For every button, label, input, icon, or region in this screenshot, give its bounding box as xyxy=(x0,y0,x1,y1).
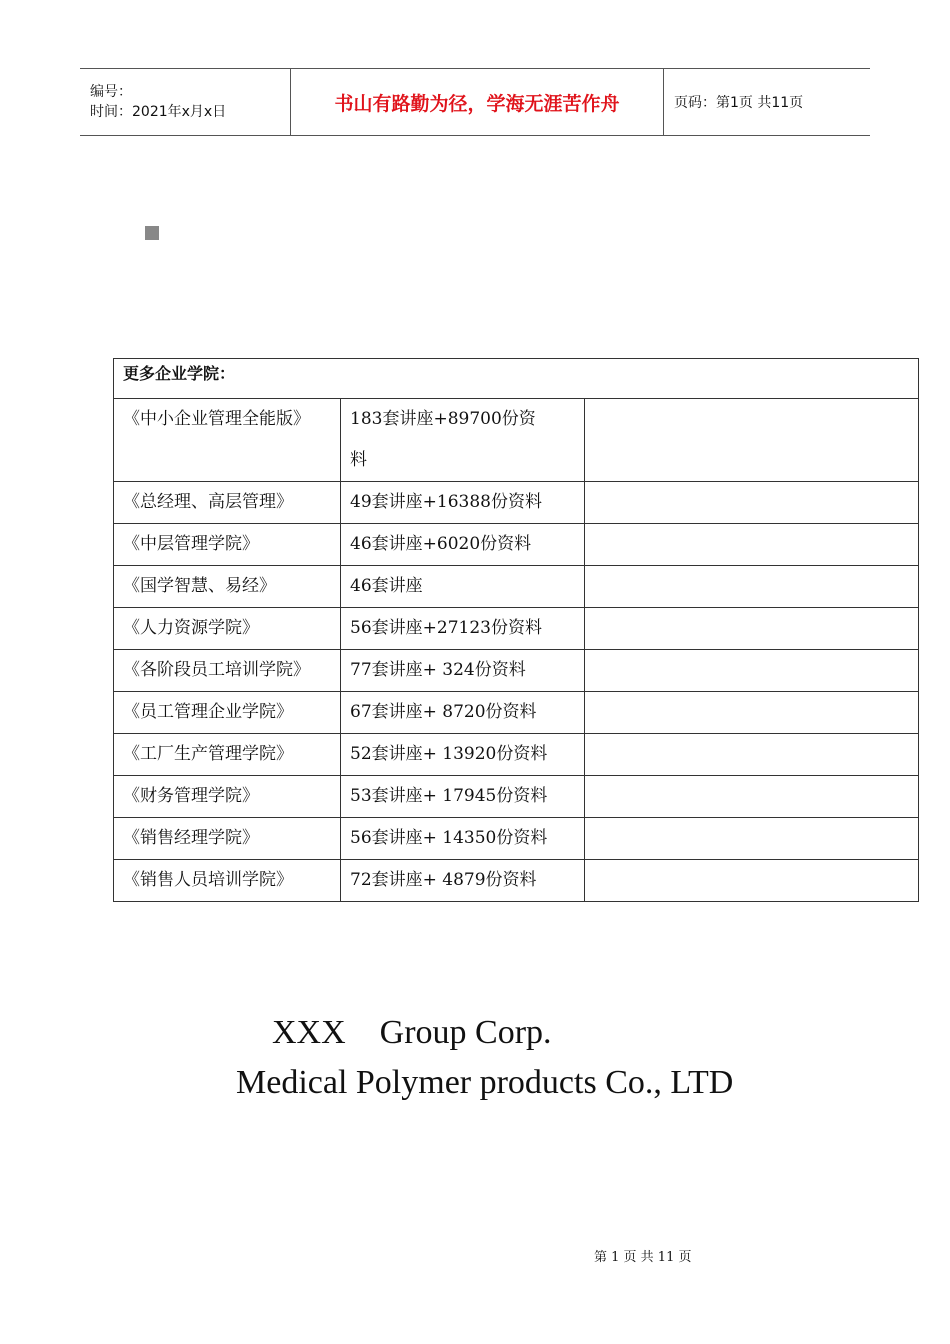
header-left-cell xyxy=(80,69,291,136)
empty-cell xyxy=(585,524,919,566)
empty-cell xyxy=(585,818,919,860)
course-name: 《员工管理企业学院》 xyxy=(123,702,293,722)
table-row xyxy=(114,776,919,818)
course-amount: 183套讲座+89700份资料 xyxy=(350,409,536,470)
course-name-cell xyxy=(114,818,341,860)
course-name: 《各阶段员工培训学院》 xyxy=(123,660,310,680)
course-amount: 46套讲座 xyxy=(350,576,423,596)
table-title-row xyxy=(114,359,919,399)
table-row xyxy=(114,482,919,524)
course-amount: 77套讲座+ 324份资料 xyxy=(350,660,526,680)
course-name: 《中小企业管理全能版》 xyxy=(123,409,310,429)
course-amount-cell xyxy=(341,608,585,650)
table-row xyxy=(114,524,919,566)
table-title: 更多企业学院： xyxy=(114,359,919,399)
empty-cell xyxy=(585,734,919,776)
course-name: 《销售经理学院》 xyxy=(123,828,259,848)
course-amount-cell xyxy=(341,482,585,524)
course-name-cell xyxy=(114,608,341,650)
table-row xyxy=(114,692,919,734)
empty-cell xyxy=(585,860,919,902)
empty-cell xyxy=(585,650,919,692)
company-name-line2: Medical Polymer products Co., LTD xyxy=(236,1064,734,1101)
square-bullet-icon xyxy=(145,226,159,240)
course-name-cell xyxy=(114,776,341,818)
table-row xyxy=(114,399,919,482)
motto: 书山有路勤为径，学海无涯苦作舟 xyxy=(291,69,664,136)
table-row xyxy=(114,566,919,608)
course-table xyxy=(113,358,919,902)
number-label: 编号： xyxy=(90,84,132,100)
empty-cell xyxy=(585,566,919,608)
course-amount: 56套讲座+ 14350份资料 xyxy=(350,828,548,848)
course-amount: 72套讲座+ 4879份资料 xyxy=(350,870,537,890)
course-name: 《工厂生产管理学院》 xyxy=(123,744,293,764)
course-amount: 56套讲座+27123份资料 xyxy=(350,618,542,638)
document-header xyxy=(80,68,870,136)
page-info: 页码：第1页 共11页 xyxy=(664,69,871,136)
table-row xyxy=(114,734,919,776)
empty-cell xyxy=(585,482,919,524)
course-amount-cell xyxy=(341,650,585,692)
course-amount-cell xyxy=(341,692,585,734)
course-amount: 49套讲座+16388份资料 xyxy=(350,492,542,512)
company-name-line1: XXX Group Corp. xyxy=(272,1014,552,1051)
course-amount-cell xyxy=(341,776,585,818)
time-label: 时间：2021年x月x日 xyxy=(90,104,227,120)
course-amount-cell xyxy=(341,818,585,860)
course-name: 《人力资源学院》 xyxy=(123,618,259,638)
course-name-cell xyxy=(114,566,341,608)
course-name-cell xyxy=(114,524,341,566)
course-name: 《财务管理学院》 xyxy=(123,786,259,806)
page-footer: 第 1 页 共 11 页 xyxy=(594,1250,692,1265)
empty-cell xyxy=(585,608,919,650)
course-amount-cell xyxy=(341,524,585,566)
course-name-cell xyxy=(114,482,341,524)
course-name-cell xyxy=(114,399,341,482)
course-name: 《国学智慧、易经》 xyxy=(123,576,276,596)
course-amount: 53套讲座+ 17945份资料 xyxy=(350,786,548,806)
table-row xyxy=(114,608,919,650)
course-amount-cell xyxy=(341,860,585,902)
course-name-cell xyxy=(114,860,341,902)
course-name-cell xyxy=(114,692,341,734)
table-row xyxy=(114,818,919,860)
course-name-cell xyxy=(114,650,341,692)
empty-cell xyxy=(585,776,919,818)
course-name: 《中层管理学院》 xyxy=(123,534,259,554)
course-amount: 46套讲座+6020份资料 xyxy=(350,534,532,554)
empty-cell xyxy=(585,692,919,734)
course-amount-cell xyxy=(341,566,585,608)
course-name-cell xyxy=(114,734,341,776)
empty-cell xyxy=(585,399,919,482)
course-amount: 67套讲座+ 8720份资料 xyxy=(350,702,537,722)
course-amount-cell xyxy=(341,399,585,482)
table-row xyxy=(114,860,919,902)
course-amount-cell xyxy=(341,734,585,776)
course-amount: 52套讲座+ 13920份资料 xyxy=(350,744,548,764)
table-row xyxy=(114,650,919,692)
course-name: 《总经理、高层管理》 xyxy=(123,492,293,512)
course-name: 《销售人员培训学院》 xyxy=(123,870,293,890)
